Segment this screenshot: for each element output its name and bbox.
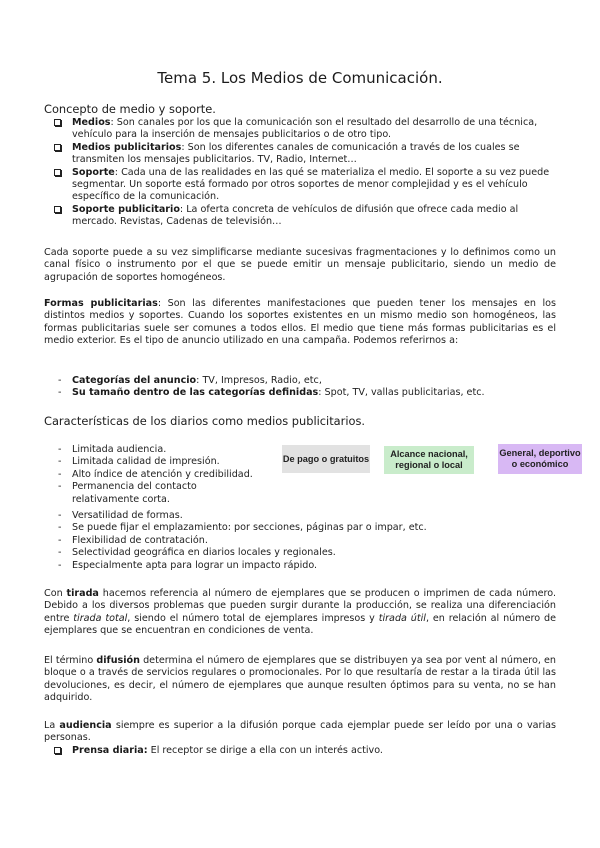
page-title: Tema 5. Los Medios de Comunicación. [157,69,443,87]
dash-bullet: - [58,510,62,521]
tag-pago: De pago o gratuitos [282,445,370,473]
list-item: - Versatilidad de formas. [58,510,183,521]
dash-bullet: - [58,481,62,493]
paragraph-soporte: Cada soporte puede a su vez simplificarse mediante sucesivas fragmentaciones y lo definimos como un canal físico o instrumento por el que se puede emitir un mensaje publicitario, siendo un medio de agrupación de soportes homogéneos. [44,247,556,283]
prensa-list [44,745,558,757]
paragraph-formas: Formas publicitarias: Son las diferentes manifestaciones que pueden tener los mensajes en los distintos medios y soportes. Cuando los soportes existentes en un mismo medio son homogéneos, las formas publicitarias suele ser comunes a todos ellos. El medio que tiene más formas publicitarias es el medio exterior. Es el tipo de anuncio utilizado en una campaña. Podemos referirnos a: [44,298,556,347]
list-item: - Especialmente apta para lograr un impacto rápido. [58,559,318,571]
list-item: - Categorías del anuncio: TV, Impresos, Radio, etc, [58,375,322,386]
list-item: Medios: Son canales por los que la comunicación son el resultado del desarrollo de una técnica, vehículo para la inserción de mensajes publicitarios o de otro tipo. [44,117,558,142]
checkbox-bullet-icon [54,747,61,754]
paragraph-audiencia: La audiencia siempre es superior a la difusión porque cada ejemplar puede ser leído por una o varias personas. [44,720,556,744]
refs-list [44,375,558,400]
list-item: - Se puede fijar el emplazamiento: por secciones, páginas par o impar, etc. [58,522,427,534]
list-item: Medios publicitarios: Son los diferentes canales de comunicación a través de los cuales se transmiten los mensajes publicitarios. TV, Radio, Internet… [44,142,558,167]
tag-general: General, deportivo o económico [498,444,582,474]
section-heading-diarios: Características de los diarios como medios publicitarios. [44,414,366,428]
list-item: Soporte: Cada una de las realidades en las qué se materializa el medio. El soporte a su vez puede segmentar. Un soporte está formado por otros soportes de menor complejidad y es el vehículo específico de la comunicación. [44,167,558,204]
list-item: - Flexibilidad de contratación. [58,534,208,546]
dash-bullet: - [58,456,62,468]
concept-list [44,117,558,229]
dash-bullet: - [58,534,62,546]
list-item: - Alto índice de atención y credibilidad. [58,468,253,480]
list-item: Soporte publicitario: La oferta concreta de vehículos de difusión que ofrece cada medio al mercado. Revistas, Cadenas de televisión… [44,204,558,229]
list-item: Prensa diaria: El receptor se dirige a ella con un interés activo. [44,745,558,757]
checkbox-bullet-icon [54,119,61,126]
checkbox-bullet-icon [54,206,61,213]
paragraph-difusion: El término difusión determina el número de ejemplares que se distribuyen ya sea por vent al número, en bloque o a través de servicios regulares o promocionales. Por lo que resultaría de restar a la tirada útil las devoluciones, es decir, el número de ejemplares que aunque resulten óptimos para su venta, no se han adquirido. [44,655,556,704]
paragraph-tirada: Con tirada hacemos referencia al número de ejemplares que se producen o imprimen de cada número. Debido a los diversos problemas que pueden surgir durante la producción, se realiza una diferenciación entre tirada total, siendo el número total de ejemplares impresos y tirada útil, en relación al número de ejemplares que se encuentran en condiciones de venta. [44,588,556,637]
dash-bullet: - [58,444,62,455]
section-heading-concepto: Concepto de medio y soporte. [44,102,216,116]
list-item: - Permanencia del contacto relativamente corta. [58,481,197,505]
checkbox-bullet-icon [54,169,61,176]
tag-alcance: Alcance nacional, regional o local [384,446,474,474]
dash-bullet: - [58,468,62,480]
dash-bullet: - [58,547,62,559]
diarios-list [44,444,284,506]
list-item: - Limitada audiencia. [58,444,167,455]
list-item: - Selectividad geográfica en diarios locales y regionales. [58,547,336,559]
list-item: - Su tamaño dentro de las categorías definidas: Spot, TV, vallas publicitarias, etc. [58,387,485,399]
list-item: - Limitada calidad de impresión. [58,456,220,468]
checkbox-bullet-icon [54,144,61,151]
dash-bullet: - [58,559,62,571]
diarios-list-cont [44,510,558,572]
dash-bullet: - [58,522,62,534]
